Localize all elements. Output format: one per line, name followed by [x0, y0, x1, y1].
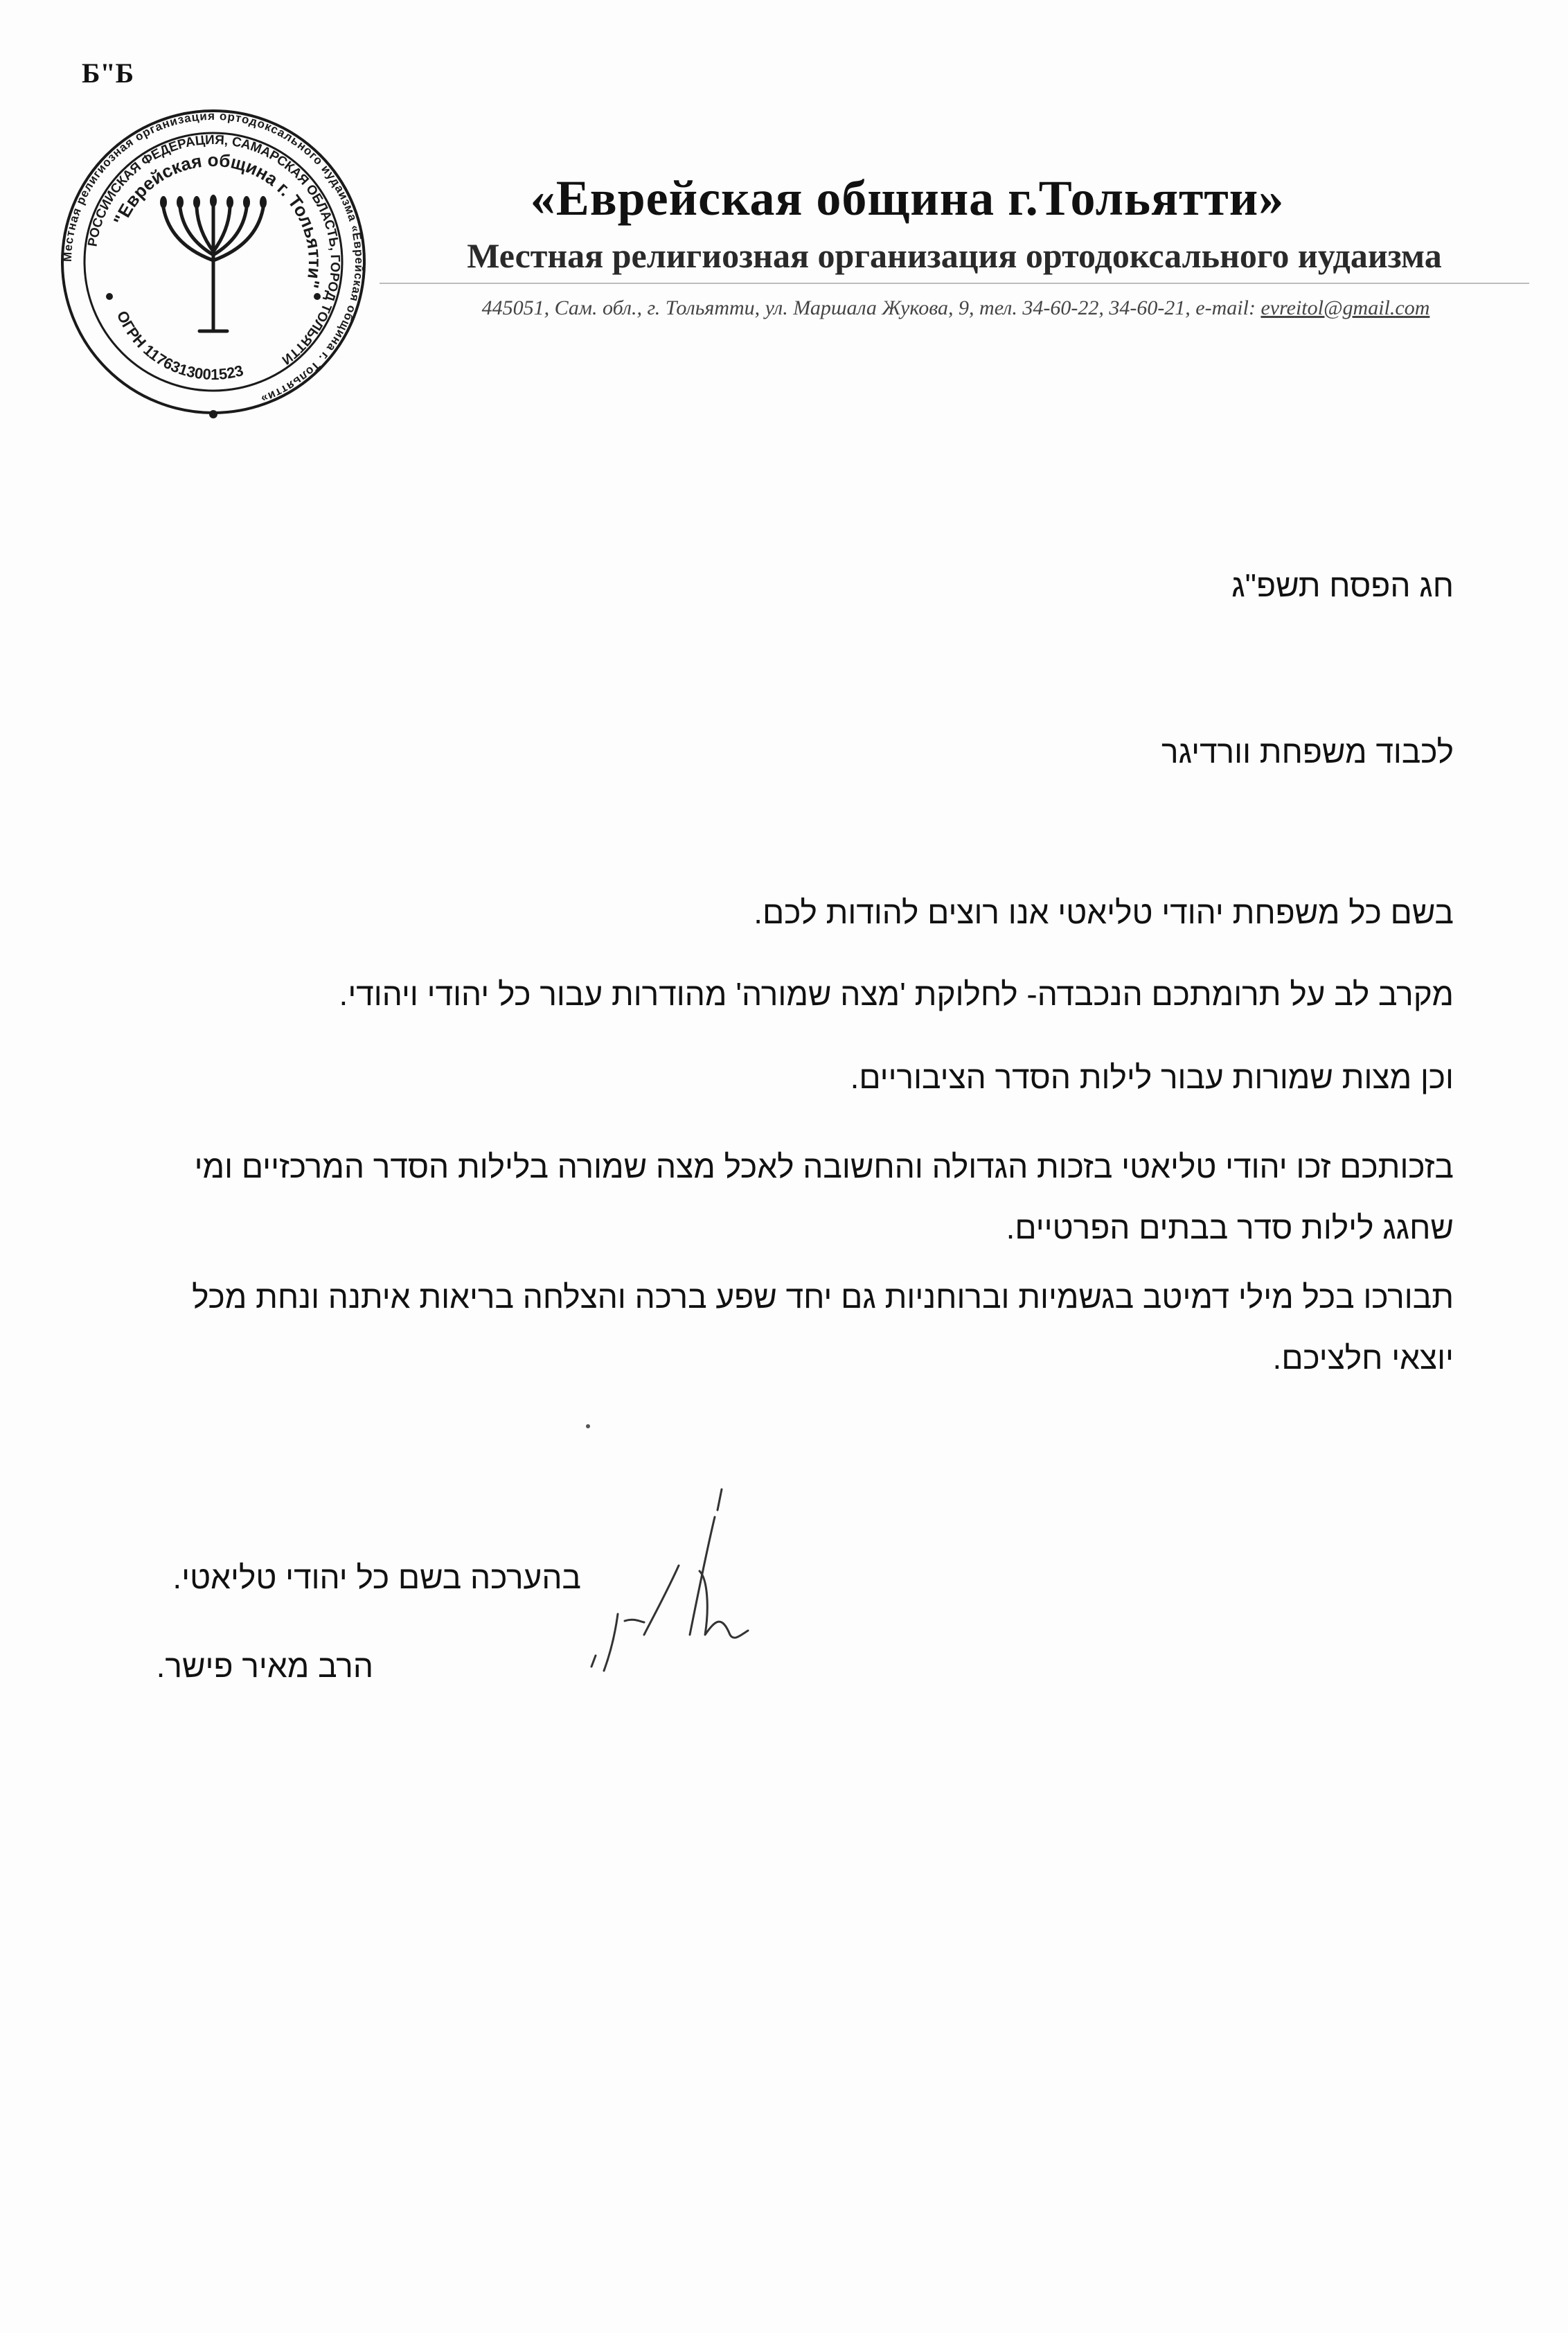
- organization-subtitle: Местная религиозная организация ортодоксального иудаизма: [467, 236, 1442, 275]
- organization-seal: [61, 103, 366, 421]
- organization-title: «Еврейская община г.Тольятти»: [530, 170, 1285, 226]
- organization-address: [388, 296, 1524, 320]
- letter-signatory: הרב מאיר פישר.: [156, 1648, 373, 1684]
- seal-ogrn-text: ОГРН 1176313001523: [113, 308, 245, 384]
- letter-closing: בהערכה בשם כל יהודי טליאטי.: [172, 1559, 581, 1595]
- seal-dot-left: [106, 293, 113, 300]
- seal-outer-text: Местная религиозная организация ортодоксального иудаизма «Еврейская община г. Тольятти»: [61, 109, 366, 406]
- bb-mark: Б"Б: [82, 57, 134, 89]
- letter-paragraph: תבורכו בכל מילי דמיטב בגשמיות וברוחניות גם יחד שפע ברכה והצלחה בריאות איתנה ונחת מכל יוצאי חלציכם.: [192, 1279, 1454, 1376]
- menorah-tree-icon: [163, 206, 263, 331]
- letter-date: חג הפסח תשפ"ג: [1231, 567, 1454, 603]
- seal-inner-text: "Еврейская община г. Тольятти": [109, 149, 326, 290]
- menorah-flames: [160, 195, 267, 209]
- address-text: 445051, Сам. обл., г. Тольятти, ул. Маршала Жукова, 9, тел. 34-60-22, 34-60-21, e-mail:: [481, 296, 1261, 319]
- email-link[interactable]: evreitol@gmail.com: [1260, 296, 1430, 319]
- letter-paragraph: מקרב לב על תרומתכם הנכבדה- לחלוקת 'מצה שמורה' מהודרות עבור כל יהודי ויהודי.: [339, 976, 1454, 1012]
- letter-addressee: לכבוד משפחת וורדיגר: [1161, 734, 1454, 770]
- svg-text:ОГРН 1176313001523: [114, 308, 245, 383]
- seal-dot-right: [314, 293, 321, 300]
- seal-dot-bottom: [209, 410, 217, 418]
- seal-middle-text: РОССИЙСКАЯ ФЕДЕРАЦИЯ, САМАРСКАЯ ОБЛАСТЬ, ГОРОД ТОЛЬЯТТИ: [85, 132, 343, 367]
- letter-paragraph: וכן מצות שמורות עבור לילות הסדר הציבוריים.: [850, 1059, 1454, 1095]
- letter-paragraph: בזכותכם זכו יהודי טליאטי בזכות הגדולה והחשובה לאכל מצה שמורה בלילות הסדר המרכזיים ומי שחגג לילות סדר בבתים הפרטיים.: [194, 1148, 1454, 1245]
- letter-paragraph: בשם כל משפחת יהודי טליאטי אנו רוצים להודות לכם.: [754, 894, 1454, 930]
- header-divider: [380, 283, 1529, 284]
- handwritten-signature: [443, 1427, 790, 1690]
